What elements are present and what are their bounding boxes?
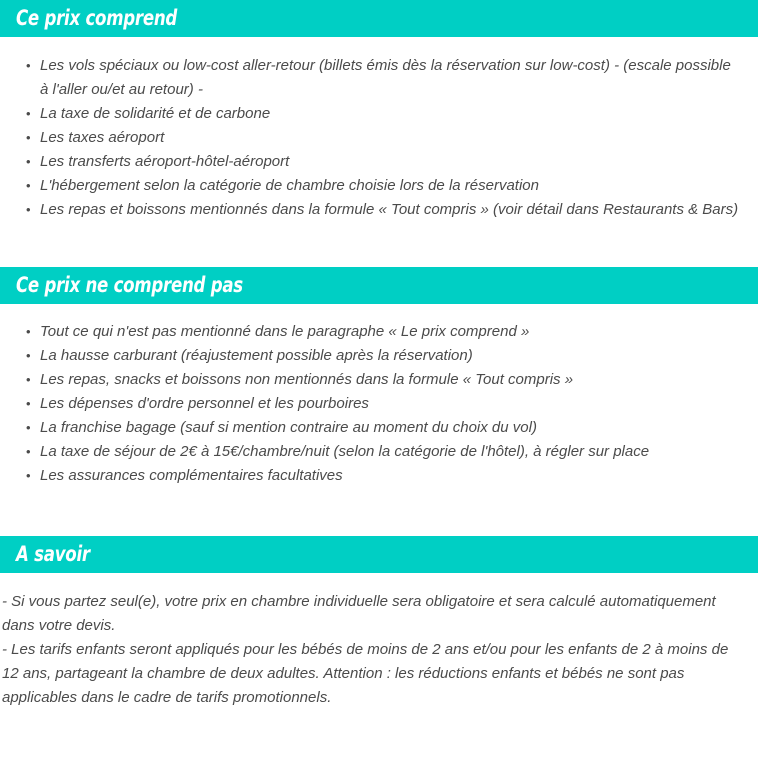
list-item [0, 174, 758, 198]
section-body-ce-prix-ne-comprend-pas [0, 304, 758, 488]
list-item-text: Les transferts aéroport-hôtel-aéroport [40, 153, 290, 170]
list-item [0, 440, 758, 464]
section-spacer [0, 222, 758, 267]
list-item-text: La taxe de séjour de 2€ à 15€/chambre/nuit (selon la catégorie de l'hôtel), à régler sur place [40, 443, 650, 460]
exclusions-list [0, 320, 758, 488]
section-title: A savoir [16, 542, 90, 566]
list-item-text: L'hébergement selon la catégorie de chambre choisie lors de la réservation [40, 177, 539, 194]
list-item-text: La franchise bagage (sauf si mention contraire au moment du choix du vol) [40, 419, 537, 436]
list-item [0, 320, 758, 344]
section-body-ce-prix-comprend [0, 37, 758, 222]
section-header-ce-prix-ne-comprend-pas [0, 267, 758, 304]
list-item-text: Les vols spéciaux ou low-cost aller-retour (billets émis dès la réservation sur low-cost) - (escale possible à l'aller ou/et au retour) - [40, 57, 731, 98]
list-item [0, 54, 758, 102]
list-item-text: Les repas et boissons mentionnés dans la formule « Tout compris » (voir détail dans Restaurants & Bars) [40, 201, 739, 218]
list-item [0, 464, 758, 488]
list-item [0, 392, 758, 416]
list-item-text: Les taxes aéroport [40, 129, 165, 146]
section-title: Ce prix ne comprend pas [16, 273, 243, 297]
list-item-text: Les dépenses d'ordre personnel et les pourboires [40, 395, 369, 412]
section-spacer [0, 488, 758, 536]
list-item-text: La taxe de solidarité et de carbone [40, 105, 271, 122]
section-header-a-savoir [0, 536, 758, 573]
section-body-a-savoir [0, 573, 758, 710]
list-item [0, 368, 758, 392]
list-item [0, 126, 758, 150]
inclusions-list [0, 54, 758, 222]
section-header-ce-prix-comprend [0, 0, 758, 37]
list-item [0, 416, 758, 440]
list-item [0, 198, 758, 222]
note-paragraph: - Si vous partez seul(e), votre prix en chambre individuelle sera obligatoire et sera calculé automatiquement dans votre devis. [2, 593, 716, 634]
section-title: Ce prix comprend [16, 6, 178, 30]
list-item-text: Les assurances complémentaires facultatives [40, 467, 343, 484]
note-paragraph: - Les tarifs enfants seront appliqués pour les bébés de moins de 2 ans et/ou pour les enfants de 2 à moins de 12 ans, partageant la chambre de deux adultes. Attention : les réductions enfants et bébés ne sont pas applicables dans le cadre de tarifs promotionnels. [2, 641, 729, 706]
list-item-text: Tout ce qui n'est pas mentionné dans le paragraphe « Le prix comprend » [40, 323, 530, 340]
list-item-text: Les repas, snacks et boissons non mentionnés dans la formule « Tout compris » [40, 371, 574, 388]
list-item [0, 102, 758, 126]
list-item [0, 344, 758, 368]
list-item-text: La hausse carburant (réajustement possible après la réservation) [40, 347, 473, 364]
list-item [0, 150, 758, 174]
